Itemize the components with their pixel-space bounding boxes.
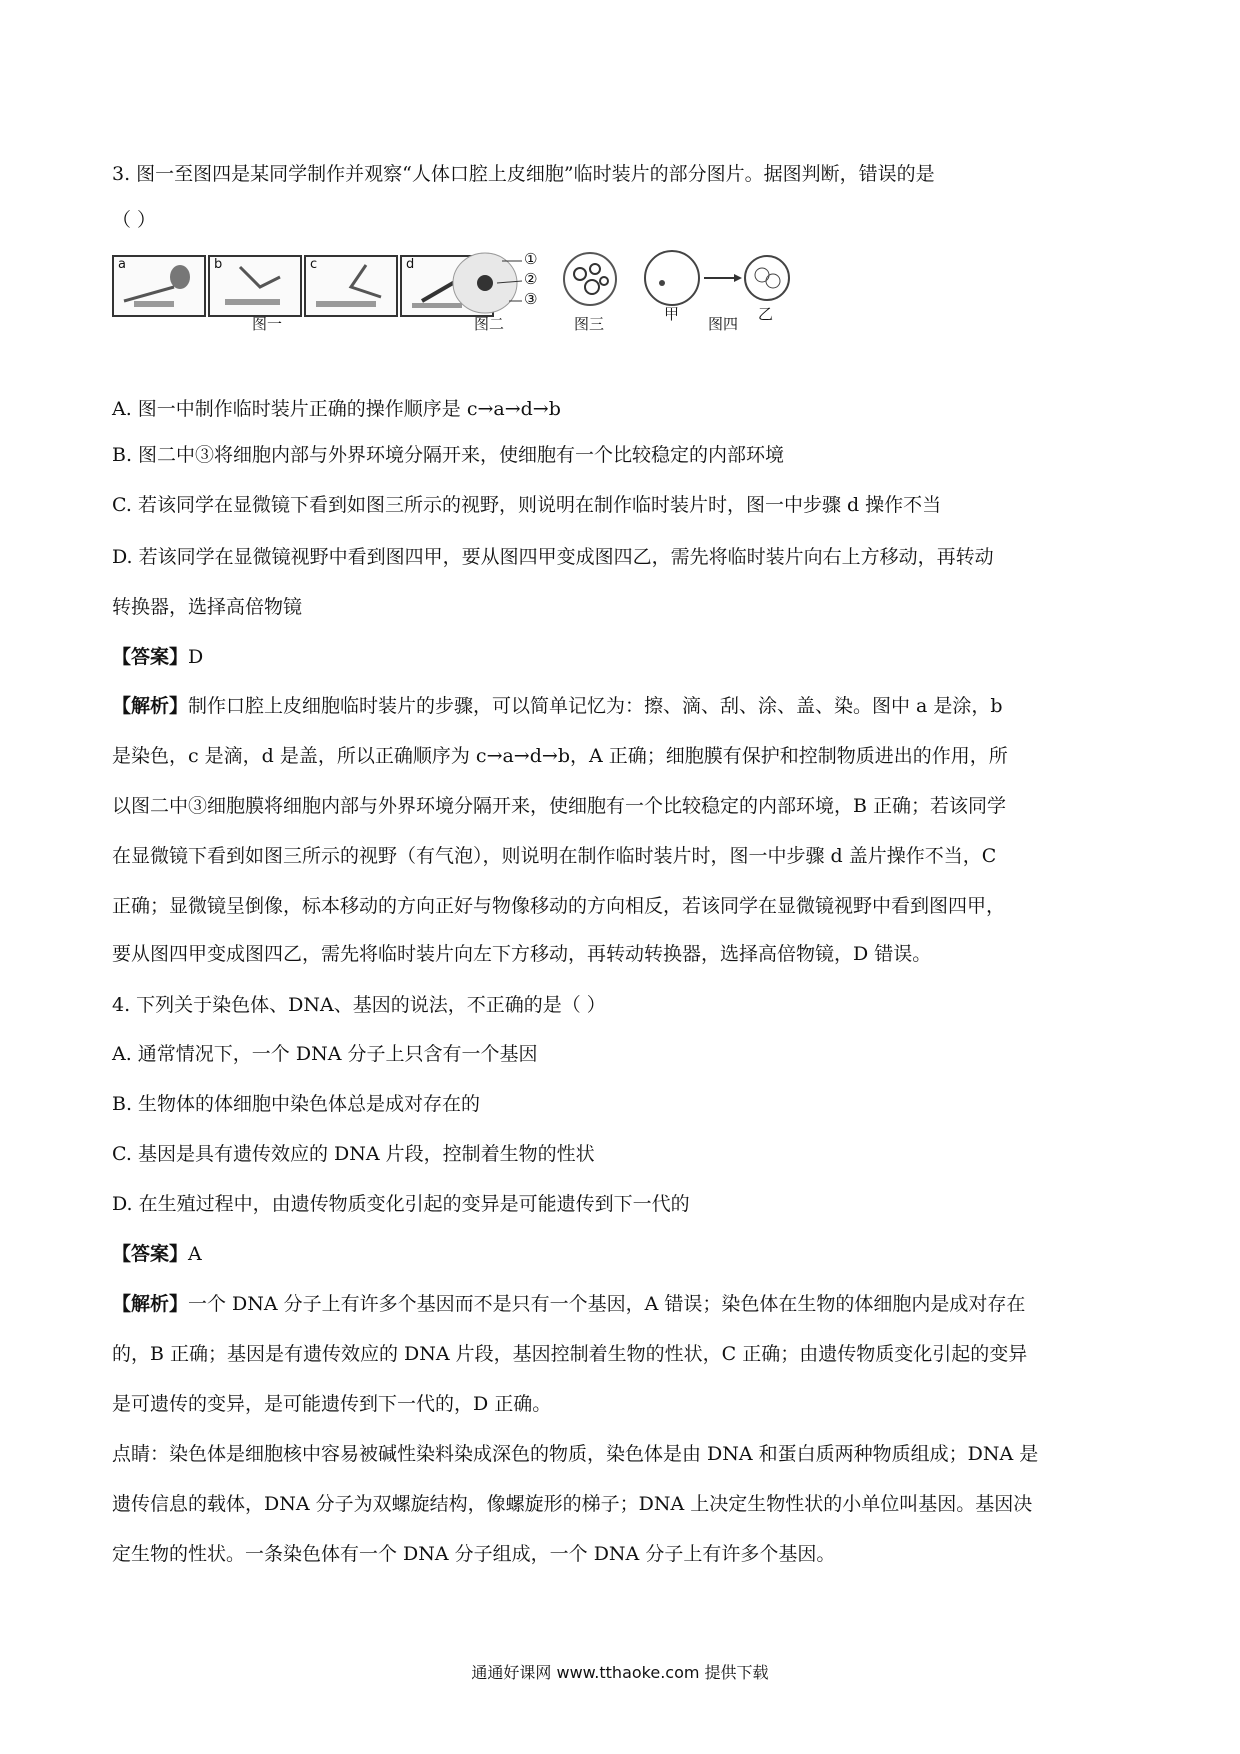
q4-answer [112,1242,202,1266]
analysis-tag: 【解析】 [112,1293,189,1315]
fig1-step-b [208,255,302,317]
q3-option-a: A. 图一中制作临时装片正确的操作顺序是 c→a→d→b [112,398,561,420]
answer-value: A [188,1243,202,1265]
fig4-caption: 图四 [708,315,739,333]
step-a-label: a [118,257,126,272]
q3-option-b: B. 图二中③将细胞内部与外界环境分隔开来，使细胞有一个比较稳定的内部环境 [112,444,785,466]
q3-figure [112,250,872,375]
fig2-label-1: ① [524,250,538,268]
q4-analysis-line-3: 是可遗传的变异，是可能遗传到下一代的，D 正确。 [112,1393,552,1415]
q3-analysis-line-3: 以图二中③细胞膜将细胞内部与外界环境分隔开来，使细胞有一个比较稳定的内部环境，B 正确；若该同学 [112,795,1007,817]
q4-note-line-1: 点睛：染色体是细胞核中容易被碱性染料染成深色的物质，染色体是由 DNA 和蛋白质两种物质组成；DNA 是 [112,1443,1039,1465]
q4-option-c: C. 基因是具有遗传效应的 DNA 片段，控制着生物的性状 [112,1143,595,1165]
q3-stem: 3. 图一至图四是某同学制作并观察“人体口腔上皮细胞”临时装片的部分图片。据图判断，错误的是 [112,163,935,185]
fig4-jia-label: 甲 [664,305,680,323]
q3-paren: （ ） [112,209,157,231]
fig2-label-3: ③ [524,290,538,308]
q3-analysis-line-1 [112,694,1003,718]
q3-option-c: C. 若该同学在显微镜下看到如图三所示的视野，则说明在制作临时装片时，图一中步骤 d 操作不当 [112,494,942,516]
q3-answer [112,645,203,669]
drop-scene-icon [306,257,396,315]
step-d-label: d [406,257,415,272]
fig1-caption: 图一 [252,315,283,333]
analysis-tag: 【解析】 [112,695,189,717]
q4-analysis-line-2: 的，B 正确；基因是有遗传效应的 DNA 片段，基因控制着生物的性状，C 正确；由遗传物质变化引起的变异 [112,1343,1028,1365]
answer-tag: 【答案】 [112,646,189,668]
q4-option-b: B. 生物体的体细胞中染色体总是成对存在的 [112,1093,481,1115]
q3-analysis-line-2: 是染色，c 是滴，d 是盖，所以正确顺序为 c→a→d→b，A 正确；细胞膜有保护和控制物质进出的作用，所 [112,745,1008,767]
fig1-step-c [304,255,398,317]
analysis-text: 制作口腔上皮细胞临时装片的步骤，可以简单记忆为：擦、滴、刮、涂、盖、染。图中 a 是涂，b [188,695,1003,717]
fig1-step-a [112,255,206,317]
answer-tag: 【答案】 [112,1243,189,1265]
analysis-text: 一个 DNA 分子上有许多个基因而不是只有一个基因，A 错误；染色体在生物的体细胞内是成对存在 [188,1293,1026,1315]
q4-analysis-line-1 [112,1292,1025,1316]
q3-analysis-line-6: 要从图四甲变成图四乙，需先将临时装片向左下方移动，再转动转换器，选择高倍物镜，D 错误。 [112,943,932,965]
fig2-caption: 图二 [474,315,505,333]
dropper-scene-icon [114,257,204,315]
q3-option-d: D. 若该同学在显微镜视野中看到图四甲，要从图四甲变成图四乙，需先将临时装片向右上方移动，再转动 [112,546,994,568]
q4-note-line-3: 定生物的性状。一条染色体有一个 DNA 分子组成，一个 DNA 分子上有许多个基因。 [112,1543,836,1565]
answer-value: D [188,646,204,668]
q3-analysis-line-5: 正确；显微镜呈倒像，标本移动的方向正好与物像移动的方向相反，若该同学在显微镜视野中看到图四甲， [112,895,1006,917]
step-b-label: b [214,257,223,272]
air-bubble-view-icon [560,249,620,309]
step-c-label: c [310,257,318,272]
fig4-yi-label: 乙 [758,305,774,323]
stain-scene-icon [210,257,300,315]
microscope-view-icon [642,247,792,309]
fig3-caption: 图三 [574,315,605,333]
cheek-cell-icon [447,249,557,319]
page-footer: 通通好课网 www.tthaoke.com 提供下载 [471,1663,769,1682]
fig2-label-2: ② [524,270,538,288]
q4-option-a: A. 通常情况下，一个 DNA 分子上只含有一个基因 [112,1043,538,1065]
q3-analysis-line-4: 在显微镜下看到如图三所示的视野（有气泡），则说明在制作临时装片时，图一中步骤 d 盖片操作不当，C [112,845,997,867]
q3-option-d-cont: 转换器，选择高倍物镜 [112,596,303,618]
q4-option-d: D. 在生殖过程中，由遗传物质变化引起的变异是可能遗传到下一代的 [112,1193,690,1215]
q4-stem: 4. 下列关于染色体、DNA、基因的说法，不正确的是（ ） [112,994,606,1016]
q4-note-line-2: 遗传信息的载体，DNA 分子为双螺旋结构，像螺旋形的梯子；DNA 上决定生物性状的小单位叫基因。基因决 [112,1493,1033,1515]
